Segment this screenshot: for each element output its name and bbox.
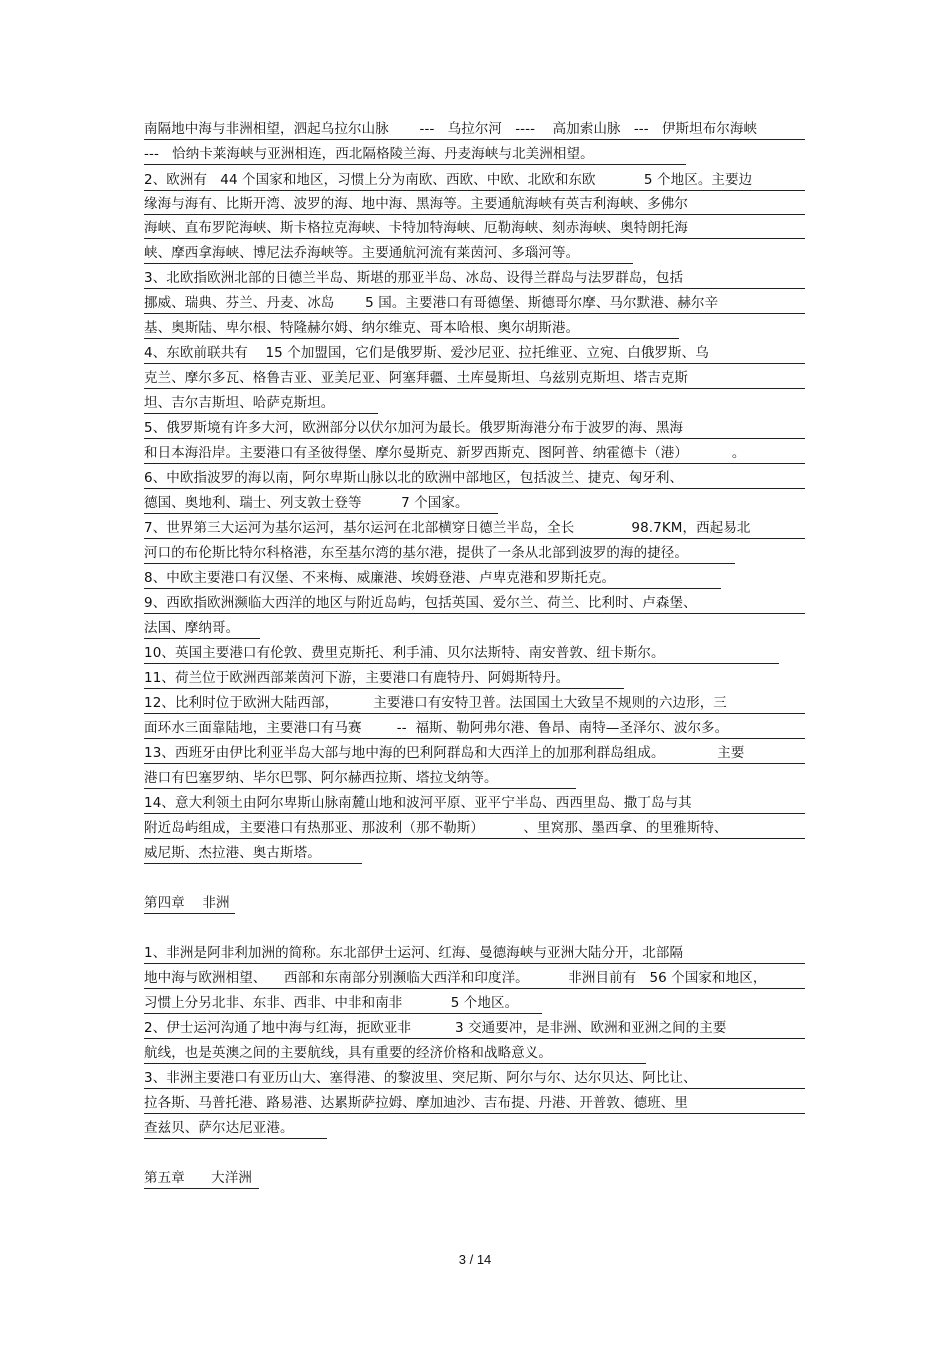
text-line: 法国、摩纳哥。	[144, 618, 260, 639]
text-line: 峡、摩西拿海峡、博尼法乔海峡等。主要通航河流有莱茵河、多瑙河等。	[144, 243, 633, 264]
text-line: 港口有巴塞罗纳、毕尔巴鄂、阿尔赫西拉斯、塔拉戈纳等。	[144, 768, 576, 789]
text-line: 航线，也是英澳之间的主要航线，具有重要的经济价格和战略意义。	[144, 1043, 646, 1064]
page-number	[0, 1250, 950, 1270]
current-page: 3	[458, 1252, 466, 1267]
text-line: 附近岛屿组成，主要港口有热那亚、那波利（那不勒斯） 、里窝那、墨西拿、的里雅斯特、	[144, 818, 805, 839]
text-line: 克兰、摩尔多瓦、格鲁吉亚、亚美尼亚、阿塞拜疆、土库曼斯坦、乌兹别克斯坦、塔吉克斯	[144, 368, 805, 389]
text-line: 12、比利时位于欧洲大陆西部， 主要港口有安特卫普。法国国土大致呈不规则的六边形，三	[144, 693, 805, 714]
chapter-heading-africa: 第四章 非洲	[144, 893, 235, 914]
text-line: 海峡、直布罗陀海峡、斯卡格拉克海峡、卡特加特海峡、厄勒海峡、刻赤海峡、奥特朗托海	[144, 218, 805, 239]
text-line: 4、东欧前联共有 15 个加盟国，它们是俄罗斯、爱沙尼亚、拉托维亚、立宛、白俄罗斯、乌	[144, 343, 805, 364]
text-line: 地中海与欧洲相望、 西部和东南部分别濒临大西洋和印度洋。 非洲目前有 56 个国家和地区，	[144, 968, 805, 989]
chapter-heading-oceania: 第五章 大洋洲	[144, 1168, 259, 1189]
text-line: 3、北欧指欧洲北部的日德兰半岛、斯堪的那亚半岛、冰岛、设得兰群岛与法罗群岛，包括	[144, 268, 805, 289]
text-line: 3、非洲主要港口有亚历山大、塞得港、的黎波里、突尼斯、阿尔与尔、达尔贝达、阿比让、	[144, 1068, 805, 1089]
text-line: 1、非洲是阿非利加洲的简称。东北部伊士运河、红海、曼德海峡与亚洲大陆分开，北部隔	[144, 943, 805, 964]
total-pages: 14	[476, 1252, 492, 1267]
text-line: 11、荷兰位于欧洲西部莱茵河下游，主要港口有鹿特丹、阿姆斯特丹。	[144, 668, 624, 689]
text-line: 威尼斯、杰拉港、奥古斯塔。	[144, 843, 362, 864]
text-line: 6、中欧指波罗的海以南，阿尔卑斯山脉以北的欧洲中部地区，包括波兰、捷克、匈牙利、	[144, 468, 805, 489]
text-line: 挪威、瑞典、芬兰、丹麦、冰岛 5 国。主要港口有哥德堡、斯德哥尔摩、马尔默港、赫尔辛	[144, 293, 805, 314]
text-line: 坦、吉尔吉斯坦、哈萨克斯坦。	[144, 393, 378, 414]
text-line: 河口的布伦斯比特尔科格港，东至基尔湾的基尔港，提供了一条从北部到波罗的海的捷径。	[144, 543, 735, 564]
text-line: 2、欧洲有 44 个国家和地区，习惯上分为南欧、西欧、中欧、北欧和东欧 5 个地区。主要边	[144, 170, 805, 191]
text-line: 拉各斯、马普托港、路易港、达累斯萨拉姆、摩加迪沙、吉布提、丹港、开普敦、德班、里	[144, 1093, 805, 1114]
page-separator: /	[469, 1252, 474, 1267]
text-line: 和日本海沿岸。主要港口有圣彼得堡、摩尔曼斯克、新罗西斯克、图阿普、纳霍德卡（港） 。	[144, 443, 805, 464]
text-line: 7、世界第三大运河为基尔运河，基尔运河在北部横穿日德兰半岛，全长 98.7KM，西起易北	[144, 518, 805, 539]
text-line: 10、英国主要港口有伦敦、费里克斯托、利手浦、贝尔法斯特、南安普敦、纽卡斯尔。	[144, 643, 779, 664]
text-line: 9、西欧指欧洲濒临大西洋的地区与附近岛屿，包括英国、爱尔兰、荷兰、比利时、卢森堡、	[144, 593, 805, 614]
text-line: 14、意大利领土由阿尔卑斯山脉南麓山地和波河平原、亚平宁半岛、西西里岛、撒丁岛与其	[144, 793, 805, 814]
text-line: 缘海与海有、比斯开湾、波罗的海、地中海、黑海等。主要通航海峡有英吉利海峡、多佛尔	[144, 194, 805, 215]
text-line: 8、中欧主要港口有汉堡、不来梅、威廉港、埃姆登港、卢卑克港和罗斯托克。	[144, 568, 721, 589]
text-line: 5、俄罗斯境有许多大河，欧洲部分以伏尔加河为最长。俄罗斯海港分布于波罗的海、黑海	[144, 418, 805, 439]
text-line: 13、西班牙由伊比利亚半岛大部与地中海的巴利阿群岛和大西洋上的加那利群岛组成。 主要	[144, 743, 805, 764]
text-line: --- 恰纳卡莱海峡与亚洲相连，西北隔格陵兰海、丹麦海峡与北美洲相望。	[144, 144, 686, 165]
text-line: 南隔地中海与非洲相望，泗起乌拉尔山脉 --- 乌拉尔河 ---- 高加索山脉 --- 伊斯坦布尔海峡	[144, 119, 805, 140]
text-line: 习惯上分另北非、东非、西非、中非和南非 5 个地区。	[144, 993, 542, 1014]
text-line: 2、伊士运河沟通了地中海与红海，扼欧亚非 3 交通要冲，是非洲、欧洲和亚洲之间的主要	[144, 1018, 805, 1039]
text-line: 查兹贝、萨尔达尼亚港。	[144, 1118, 327, 1139]
text-line: 德国、奥地利、瑞士、列支敦士登等 7 个国家。	[144, 493, 498, 514]
text-line: 面环水三面靠陆地，主要港口有马赛 -- 福斯、勒阿弗尔港、鲁昂、南特—圣泽尔、波尔多。	[144, 718, 805, 739]
text-line: 基、奥斯陆、卑尔根、特隆赫尔姆、纳尔维克、哥本哈根、奥尔胡斯港。	[144, 318, 679, 339]
